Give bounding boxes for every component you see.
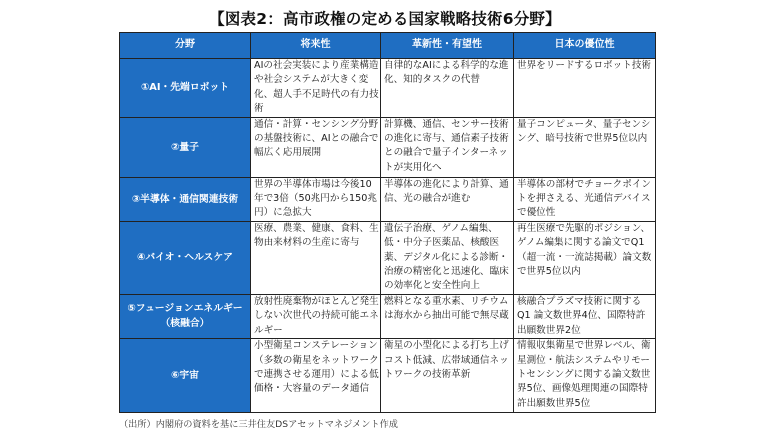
cell-advantage: 再生医療で先駆的ポジション、ゲノム編集に関する論文でQ1（超一流・一流誌掲載）論文数で世界5位以内: [514, 221, 656, 294]
row-header-semiconductor: ③半導体・通信関連技術: [120, 177, 251, 221]
strategy-table: [119, 32, 656, 413]
table-row: [120, 117, 656, 177]
cell-future: 放射性廃棄物がほとんど発生しない次世代の持続可能エネルギー: [251, 294, 381, 338]
cell-innovation: 遺伝子治療、ゲノム編集、低・中分子医薬品、核酸医薬、デジタル化による診断・治療の精密化と迅速化、臨床の効率化と安全性向上: [381, 221, 514, 294]
row-header-ai-robotics: ①AI・先端ロボット: [120, 59, 251, 118]
table-row: [120, 177, 656, 221]
table-row: [120, 59, 656, 118]
row-header-space: ⑥宇宙: [120, 339, 251, 413]
cell-advantage: 情報収集衛星で世界レベル、衛星測位・航法システムやリモートセンシングに関する論文数世界5位、画像処理関連の国際特許出願数世界5位: [514, 339, 656, 413]
cell-future: 小型衛星コンステレーション（多数の衛星をネットワークで連携させる運用）による低価格・大容量のデータ通信: [251, 339, 381, 413]
column-header-innovation: 革新性・有望性: [381, 33, 514, 59]
cell-innovation: 計算機、通信、センサー技術の進化に寄与、通信素子技術との融合で量子インターネットが実用化へ: [381, 117, 514, 177]
row-header-bio-healthcare: ④バイオ・ヘルスケア: [120, 221, 251, 294]
column-header-field: 分野: [120, 33, 251, 59]
cell-future: 世界の半導体市場は今後10年で3倍（50兆円から150兆円）に急拡大: [251, 177, 381, 221]
column-header-advantage: 日本の優位性: [514, 33, 656, 59]
cell-advantage: 核融合プラズマ技術に関するQ1 論文数世界4位、国際特許出願数世界2位: [514, 294, 656, 338]
table-header-row: [120, 33, 656, 59]
cell-future: AIの社会実装により産業構造や社会システムが大きく変化、超人手不足時代の有力技術: [251, 59, 381, 118]
figure-title: 【図表2：高市政権の定める国家戦略技術6分野】: [209, 10, 561, 28]
table-row: [120, 339, 656, 413]
cell-innovation: 燃料となる重水素、リチウムは海水から抽出可能で無尽蔵: [381, 294, 514, 338]
cell-innovation: 自律的なAIによる科学的な進化、知的タスクの代替: [381, 59, 514, 118]
source-note: （出所）内閣府の資料を基に三井住友DSアセットマネジメント作成: [119, 419, 398, 430]
cell-future: 通信・計算・センシング分野の基盤技術に、AIとの融合で幅広く応用展開: [251, 117, 381, 177]
cell-advantage: 世界をリードするロボット技術: [514, 59, 656, 118]
cell-innovation: 半導体の進化により計算、通信、光の融合が進む: [381, 177, 514, 221]
row-header-fusion-energy: ⑤フュージョンエネルギー（核融合）: [120, 294, 251, 338]
cell-advantage: 半導体の部材でチョークポイントを押さえる、光通信デバイスで優位性: [514, 177, 656, 221]
table-row: [120, 221, 656, 294]
column-header-future: 将来性: [251, 33, 381, 59]
cell-innovation: 衛星の小型化による打ち上げコスト低減、広帯域通信ネットワークの技術革新: [381, 339, 514, 413]
cell-future: 医療、農業、健康、食料、生物由来材料の生産に寄与: [251, 221, 381, 294]
table-row: [120, 294, 656, 338]
row-header-quantum: ②量子: [120, 117, 251, 177]
cell-advantage: 量子コンピュータ、量子センシング、暗号技術で世界5位以内: [514, 117, 656, 177]
